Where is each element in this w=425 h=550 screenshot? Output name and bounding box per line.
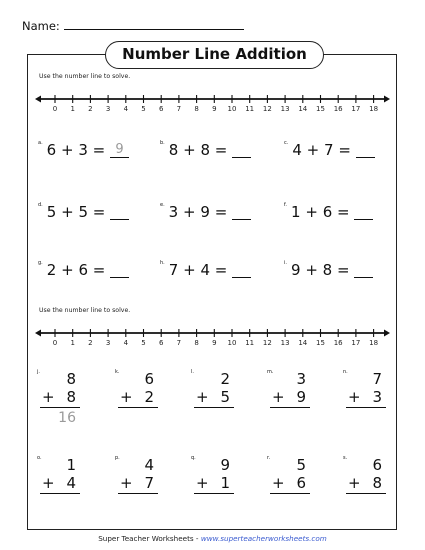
tick-label: 9 [212,339,217,347]
addend-a: 7 [168,261,179,279]
addend-b: 8 [66,388,76,406]
number-line-1 [35,91,390,115]
number-line-svg [35,92,390,106]
answer-blank[interactable] [110,264,129,278]
addend-b-row [40,476,80,494]
equals-sign: = [214,203,228,221]
footer-link[interactable]: www.superteacherworksheets.com [200,534,327,543]
tick-label: 8 [194,105,199,113]
addend-a: 1 [291,203,301,221]
addend-a: 9 [220,456,230,474]
horizontal-problem [38,140,129,159]
plus-sign: + [120,388,133,406]
footer [0,534,425,543]
tick-label: 11 [245,339,255,347]
vertical-problem [267,369,310,411]
problem-label: i. [284,260,287,266]
addend-b: 9 [296,388,306,406]
plus-sign: + [305,261,318,279]
name-field[interactable] [64,20,244,30]
problem-label: l. [191,369,194,375]
addend-a: 8 [168,141,179,159]
addend-b-row [346,390,386,408]
tick-label: 15 [316,105,325,113]
arrow-left-icon [35,96,41,103]
plus-sign: + [183,203,196,221]
problem-label: j. [37,369,40,375]
addend-b-row [194,390,234,408]
tick-label: 17 [351,339,361,347]
plus-sign: + [272,388,285,406]
tick-label: 13 [280,339,290,347]
tick-label: 4 [123,105,129,113]
tick-label: 6 [158,339,164,347]
addend-b: 4 [66,474,76,492]
answer-blank[interactable] [232,206,251,220]
problem-label: g. [38,260,43,266]
tick-label: 8 [194,339,199,347]
problem-label: b. [160,140,165,146]
horizontal-problem [284,260,373,279]
addend-a: 4 [144,456,154,474]
addend-b-row [118,476,158,494]
tick-label: 5 [141,105,146,113]
problem-label: s. [343,455,348,461]
addend-a: 5 [296,456,306,474]
problem-label: q. [191,455,196,461]
answer-blank[interactable] [232,144,251,158]
addend-b: 6 [78,261,88,279]
addend-b: 3 [372,388,382,406]
tick-label: 3 [105,105,111,113]
equals-sign: = [337,203,350,221]
vertical-problem [115,455,158,497]
tick-label: 9 [212,105,217,113]
problem-label: k. [115,369,120,375]
horizontal-problem [160,260,251,279]
addend-b-row [40,390,80,408]
arrow-right-icon [384,96,390,103]
horizontal-problem [160,202,251,221]
tick-label: 12 [262,105,272,113]
number-line-2 [35,325,390,349]
vertical-problem [191,369,234,411]
tick-label: 2 [88,339,93,347]
plus-sign: + [306,141,320,159]
tick-label: 14 [298,105,308,113]
vertical-problem [191,455,234,497]
vertical-problem [267,455,310,497]
tick-label: 11 [245,105,255,113]
tick-label: 18 [369,105,379,113]
problem-label: n. [343,369,348,375]
section2-instructions: Use the number line to solve. [39,307,131,314]
answer-blank[interactable] [354,264,373,278]
addend-b-row [270,390,310,408]
tick-label: 17 [351,105,361,113]
vertical-problem [115,369,158,411]
plus-sign: + [42,474,55,492]
problem-label: o. [37,455,42,461]
footer-separator: - [193,534,201,543]
addend-b: 8 [200,141,210,159]
addend-b-row [346,476,386,494]
tick-label: 5 [141,339,146,347]
number-line-svg [35,326,390,340]
tick-label: 13 [280,105,290,113]
problem-label: f. [284,202,287,208]
tick-label: 6 [158,105,164,113]
answer-blank[interactable] [354,206,373,220]
plus-sign: + [120,474,133,492]
tick-label: 4 [123,339,129,347]
name-label: Name: [22,19,60,33]
plus-sign: + [183,141,196,159]
tick-label: 0 [52,339,58,347]
tick-label: 18 [369,339,379,347]
addend-a: 6 [372,456,382,474]
tick-label: 14 [298,339,308,347]
tick-label: 10 [227,339,237,347]
plus-sign: + [348,388,361,406]
addend-b: 6 [296,474,306,492]
horizontal-problem [284,140,375,159]
tick-label: 1 [70,339,75,347]
addend-a: 8 [66,370,76,388]
plus-sign: + [348,474,361,492]
addend-b: 9 [200,203,210,221]
plus-sign: + [196,388,209,406]
answer-blank[interactable] [232,264,251,278]
plus-sign: + [272,474,285,492]
name-row [22,19,244,33]
plus-sign: + [61,203,74,221]
tick-label: 15 [316,339,325,347]
tick-label: 12 [262,339,272,347]
equals-sign: = [92,141,106,159]
addend-b: 1 [220,474,230,492]
horizontal-problem [284,202,373,221]
footer-brand: Super Teacher Worksheets [98,534,194,543]
problem-label: r. [267,455,271,461]
addend-b: 5 [78,203,88,221]
horizontal-problem [38,260,129,279]
addend-a: 4 [292,141,302,159]
answer-blank[interactable] [110,144,129,158]
plus-sign: + [60,141,74,159]
addend-a: 5 [46,203,57,221]
addend-b: 6 [322,203,333,221]
tick-label: 16 [333,339,343,347]
tick-label: 7 [176,339,182,347]
answer-blank[interactable] [356,144,375,158]
arrow-right-icon [384,330,390,337]
addend-a: 2 [220,370,230,388]
horizontal-problem [38,202,129,221]
problem-label: e. [160,202,165,208]
addend-b: 4 [200,261,210,279]
problem-label: h. [160,260,165,266]
tick-label: 3 [105,339,111,347]
example-answer: 9 [115,142,124,157]
addend-a: 2 [46,261,57,279]
answer-area[interactable]: 16 [58,410,76,426]
problem-label: a. [38,140,43,146]
page-title: Number Line Addition [105,41,324,69]
tick-label: 10 [227,105,237,113]
equals-sign: = [338,141,351,159]
addend-b-row [118,390,158,408]
plus-sign: + [183,261,196,279]
vertical-problem [343,369,386,411]
equals-sign: = [337,261,350,279]
tick-label: 2 [88,105,93,113]
tick-label: 1 [70,105,75,113]
addend-b-row [270,476,310,494]
addend-a: 3 [296,370,306,388]
tick-label: 16 [333,105,343,113]
equals-sign: = [214,261,228,279]
vertical-problem [343,455,386,497]
addend-a: 3 [168,203,179,221]
addend-a: 1 [66,456,76,474]
equals-sign: = [214,141,228,159]
addend-b: 5 [220,388,230,406]
problem-label: m. [267,369,274,375]
tick-label: 7 [176,105,182,113]
addend-b: 7 [144,474,154,492]
arrow-left-icon [35,330,41,337]
plus-sign: + [305,203,318,221]
problem-label: p. [115,455,120,461]
problem-label: d. [38,202,43,208]
addend-a: 6 [144,370,154,388]
addend-b-row [194,476,234,494]
problem-label: c. [284,140,289,146]
plus-sign: + [61,261,74,279]
addend-a: 6 [46,141,57,159]
addend-b: 2 [144,388,154,406]
vertical-problem [37,455,80,497]
addend-b: 3 [78,141,88,159]
addend-b: 8 [322,261,333,279]
addend-a: 7 [372,370,382,388]
horizontal-problem [160,140,251,159]
plus-sign: + [42,388,55,406]
section1-instructions: Use the number line to solve. [39,73,131,80]
vertical-problem [37,369,80,426]
addend-a: 9 [290,261,301,279]
plus-sign: + [196,474,209,492]
equals-sign: = [92,261,106,279]
addend-b: 7 [324,141,334,159]
answer-blank[interactable] [110,206,129,220]
equals-sign: = [92,203,106,221]
addend-b: 8 [372,474,382,492]
tick-label: 0 [52,105,58,113]
